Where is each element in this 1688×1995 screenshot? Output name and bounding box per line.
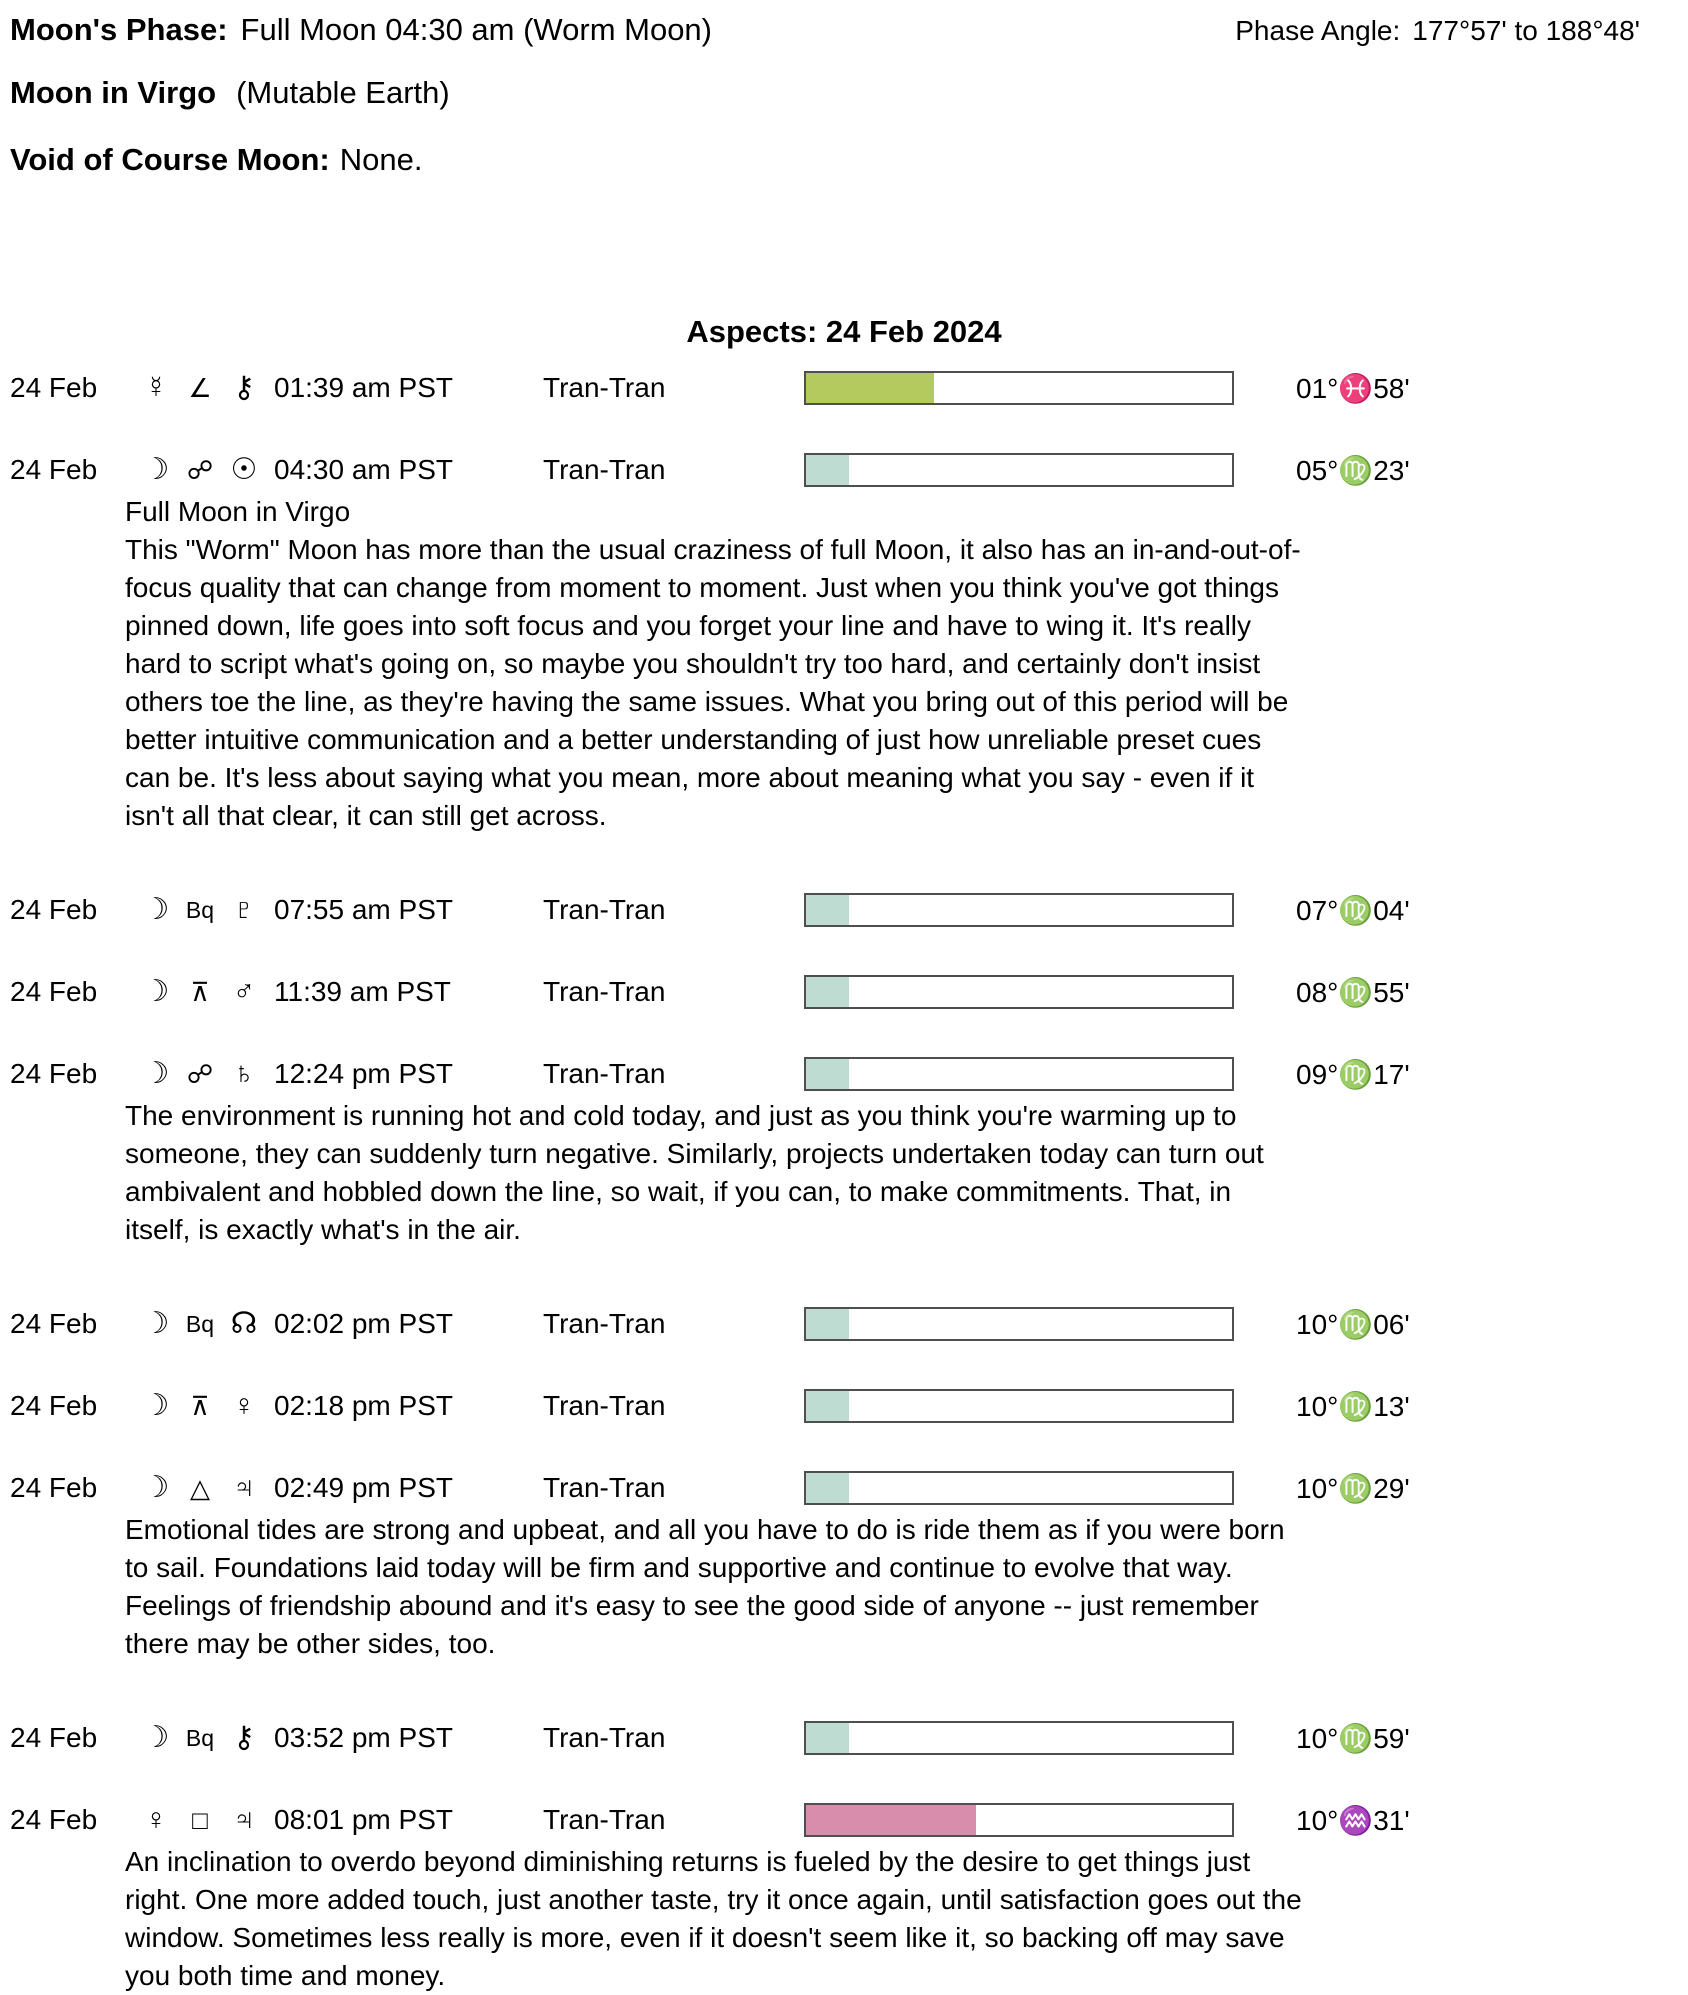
aspect-position: 10°♒31' (1296, 1804, 1410, 1836)
chiron-symbol: ⚷ (233, 1721, 255, 1754)
note-body: An inclination to overdo beyond diminishing returns is fueled by the desire to get things just right. One more added touch, just another taste, try it once again, until satisfaction goes out the window. Sometimes less really is more, even if it doesn't seem like it, so backing off may save you both time and money. (125, 1846, 1302, 1991)
square-symbol: □ (192, 1805, 208, 1835)
orb-bar (804, 1803, 1234, 1837)
phase-angle-label: Phase Angle: (1235, 15, 1401, 46)
orb-bar (804, 975, 1234, 1009)
orb-bar-fill (806, 1309, 849, 1339)
aspect-symbols (134, 453, 274, 487)
aspect-time: 03:52 pm PST (274, 1722, 453, 1753)
aspect-type: Tran-Tran (543, 372, 666, 403)
aspect-symbols (134, 893, 274, 927)
aspect-row (10, 1307, 1678, 1341)
void-of-course-line (10, 142, 1678, 178)
aspect-time: 04:30 am PST (274, 454, 453, 485)
aspect-type: Tran-Tran (543, 1058, 666, 1089)
aspect-type: Tran-Tran (543, 1390, 666, 1421)
aspect-time: 01:39 am PST (274, 372, 453, 403)
aspect-row (10, 371, 1678, 405)
moons-phase-label: Moon's Phase: (10, 12, 228, 47)
aspect-note (125, 1097, 1303, 1249)
aspect-row (10, 893, 1678, 927)
aspect-note (125, 1843, 1303, 1995)
orb-bar-fill (806, 373, 934, 403)
aspect-type: Tran-Tran (543, 454, 666, 485)
orb-bar-fill (806, 1723, 849, 1753)
aspect-position: 05°♍23' (1296, 454, 1410, 486)
moon-sign-line (10, 75, 1678, 111)
biquintile-symbol: Bq (185, 1311, 215, 1337)
aspect-symbols (134, 371, 274, 405)
aspect-position: 10°♍06' (1296, 1308, 1410, 1340)
aspect-row (10, 453, 1678, 487)
orb-bar (804, 1389, 1234, 1423)
moons-phase (10, 12, 712, 48)
aspect-type: Tran-Tran (543, 1804, 666, 1835)
orb-bar (804, 1471, 1234, 1505)
opposition-symbol: ☍ (186, 455, 214, 485)
aspect-position: 10°♍59' (1296, 1722, 1410, 1754)
biquintile-symbol: Bq (185, 897, 215, 923)
orb-bar-fill (806, 895, 849, 925)
aspects-title: Aspects: 24 Feb 2024 (686, 314, 1002, 349)
venus-symbol: ♀ (232, 1389, 256, 1422)
aspect-row (10, 1803, 1678, 1837)
moon-sign-label: Moon in Virgo (10, 75, 217, 110)
aspect-date: 24 Feb (10, 1058, 98, 1089)
aspect-type: Tran-Tran (543, 1472, 666, 1503)
aspect-time: 08:01 pm PST (274, 1804, 453, 1835)
sun-symbol: ☉ (230, 453, 258, 486)
moon-symbol: ☽ (142, 1307, 170, 1340)
semisquare-symbol: ∠ (188, 373, 212, 403)
pluto-symbol: ♇ (232, 893, 256, 926)
aspect-note (125, 493, 1303, 835)
void-of-course-label: Void of Course Moon: (10, 142, 330, 177)
mercury-symbol: ☿ (144, 371, 168, 404)
trine-symbol: △ (190, 1473, 210, 1503)
aspect-row (10, 975, 1678, 1009)
aspect-date: 24 Feb (10, 1308, 98, 1339)
biquintile-symbol: Bq (185, 1725, 215, 1751)
note-title: Full Moon in Virgo (125, 496, 351, 527)
aspect-type: Tran-Tran (543, 894, 666, 925)
jupiter-symbol: ♃ (232, 1471, 256, 1504)
aspect-symbols (134, 1057, 274, 1091)
aspect-position: 09°♍17' (1296, 1058, 1410, 1090)
aspect-time: 12:24 pm PST (274, 1058, 453, 1089)
orb-bar-fill (806, 1059, 849, 1089)
aspect-time: 02:49 pm PST (274, 1472, 453, 1503)
aspect-type: Tran-Tran (543, 1308, 666, 1339)
aspect-symbols (134, 1803, 274, 1837)
void-of-course-value: None. (339, 142, 423, 177)
opposition-symbol: ☍ (186, 1059, 214, 1089)
aspect-position: 10°♍29' (1296, 1472, 1410, 1504)
aspect-date: 24 Feb (10, 1722, 98, 1753)
orb-bar (804, 371, 1234, 405)
orb-bar (804, 1307, 1234, 1341)
orb-bar (804, 1721, 1234, 1755)
venus-symbol: ♀ (144, 1803, 168, 1836)
orb-bar-fill (806, 977, 849, 1007)
aspect-symbols (134, 975, 274, 1009)
jupiter-symbol: ♃ (232, 1803, 256, 1836)
aspect-date: 24 Feb (10, 1804, 98, 1835)
moon-symbol: ☽ (142, 1057, 170, 1090)
aspect-position: 07°♍04' (1296, 894, 1410, 926)
aspect-row (10, 1721, 1678, 1755)
orb-bar-fill (806, 1473, 849, 1503)
aspect-date: 24 Feb (10, 454, 98, 485)
aspect-row (10, 1057, 1678, 1091)
aspect-time: 07:55 am PST (274, 894, 453, 925)
orb-bar (804, 1057, 1234, 1091)
moon-symbol: ☽ (142, 1389, 170, 1422)
moon-symbol: ☽ (142, 453, 170, 486)
moon-symbol: ☽ (142, 893, 170, 926)
moon-symbol: ☽ (142, 975, 170, 1008)
chiron-symbol: ⚷ (233, 371, 255, 404)
moon-sign-note: (Mutable Earth) (236, 75, 450, 110)
aspect-symbols (134, 1389, 274, 1423)
aspect-position: 01°♓58' (1296, 372, 1410, 404)
moon-symbol: ☽ (142, 1721, 170, 1754)
orb-bar (804, 893, 1234, 927)
aspect-date: 24 Feb (10, 372, 98, 403)
aspect-row (10, 1471, 1678, 1505)
note-body: The environment is running hot and cold today, and just as you think you're warming up to someone, they can suddenly turn negative. Similarly, projects undertaken today can turn out ambivalent and hobbled down the line, so wait, if you can, to make commitments. That, in itself, is exactly what's in the air. (125, 1100, 1264, 1245)
saturn-symbol: ♄ (232, 1057, 256, 1090)
orb-bar-fill (806, 1805, 976, 1835)
note-body: This "Worm" Moon has more than the usual craziness of full Moon, it also has an in-and-out-of-focus quality that can change from moment to moment. Just when you think you've got things pinned down, life goes into soft focus and you forget your line and have to wing it. It's really hard to script what's going on, so maybe you shouldn't try too hard, and certainly don't insist others toe the line, as they're having the same issues. What you bring out of this period will be better intuitive communication and a better understanding of just how unreliable preset cues can be. It's less about saying what you mean, more about meaning what you say - even if it isn't all that clear, it can still get across. (125, 534, 1301, 831)
quincunx-symbol: ⊼ (190, 1391, 210, 1421)
aspect-date: 24 Feb (10, 894, 98, 925)
aspect-note (125, 1511, 1303, 1663)
moon-symbol: ☽ (142, 1471, 170, 1504)
aspect-time: 02:02 pm PST (274, 1308, 453, 1339)
aspect-time: 02:18 pm PST (274, 1390, 453, 1421)
north-node-symbol: ☊ (230, 1307, 258, 1340)
quincunx-symbol: ⊼ (190, 977, 210, 1007)
mars-symbol: ♂ (232, 975, 256, 1008)
aspect-date: 24 Feb (10, 1390, 98, 1421)
orb-bar-fill (806, 455, 849, 485)
phase-angle-value: 177°57' to 188°48' (1412, 15, 1640, 46)
aspect-date: 24 Feb (10, 1472, 98, 1503)
aspect-type: Tran-Tran (543, 1722, 666, 1753)
aspect-position: 10°♍13' (1296, 1390, 1410, 1422)
aspect-position: 08°♍55' (1296, 976, 1410, 1008)
aspect-symbols (134, 1307, 274, 1341)
header-line-phase (10, 12, 1678, 48)
aspect-time: 11:39 am PST (274, 976, 451, 1007)
orb-bar-fill (806, 1391, 849, 1421)
aspect-row (10, 1389, 1678, 1423)
aspect-rows (10, 371, 1678, 1995)
aspect-date: 24 Feb (10, 976, 98, 1007)
aspect-symbols (134, 1471, 274, 1505)
aspect-type: Tran-Tran (543, 976, 666, 1007)
orb-bar (804, 453, 1234, 487)
phase-angle (1235, 12, 1678, 47)
note-body: Emotional tides are strong and upbeat, and all you have to do is ride them as if you were born to sail. Foundations laid today will be firm and supportive and continue to evolve that way. Feelings of friendship abound and it's easy to see the good side of anyone -- just remember there may be other sides, too. (125, 1514, 1285, 1659)
aspect-symbols (134, 1721, 274, 1755)
moons-phase-value: Full Moon 04:30 am (Worm Moon) (240, 12, 712, 47)
